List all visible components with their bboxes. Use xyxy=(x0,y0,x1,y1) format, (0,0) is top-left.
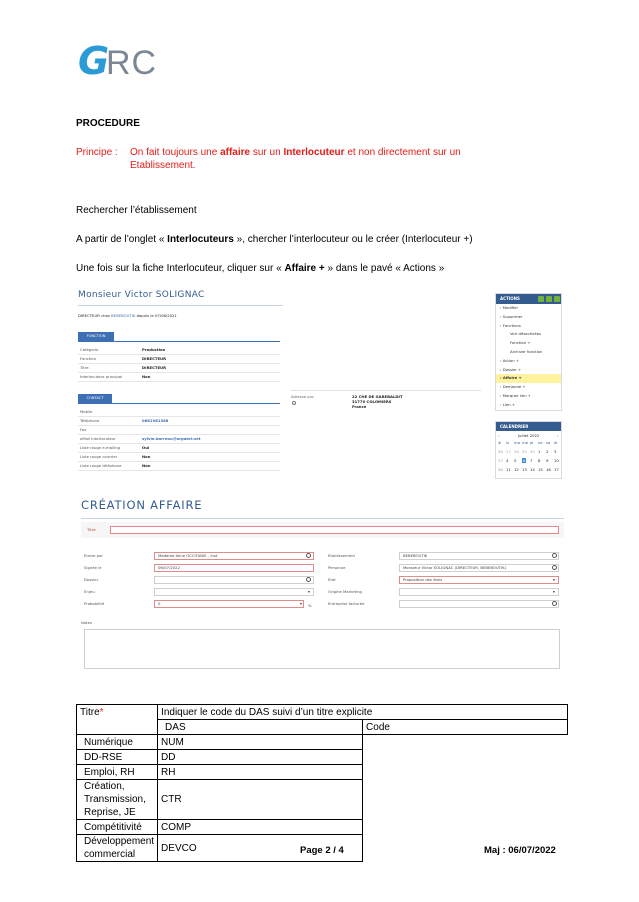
contact-row-label: Téléphone xyxy=(80,418,100,423)
calendar-title: CALENDRIER xyxy=(496,422,561,431)
action-item[interactable]: Voir désactivées xyxy=(510,331,542,337)
search-icon[interactable] xyxy=(552,601,557,606)
das-name: DD-RSE xyxy=(77,750,158,765)
adresse-line3: France xyxy=(352,404,367,409)
chevron-down-icon[interactable]: ▾ xyxy=(308,589,310,594)
contact-row-label: eMail Interlocuteur xyxy=(80,436,116,441)
action-item[interactable]: › Supprimer xyxy=(500,313,523,319)
principe-text-b: sur un xyxy=(250,147,284,158)
fonction-row-label: Catégorie xyxy=(80,347,99,352)
field-label-right: Origine Marketing xyxy=(328,589,362,594)
procedure-heading: PROCEDURE xyxy=(76,118,140,129)
calendar-day[interactable]: 7 xyxy=(530,458,533,463)
calendar-day[interactable]: 17 xyxy=(554,467,559,472)
contact-row xyxy=(78,453,280,462)
field-label-right: Entreprise facturée xyxy=(328,601,365,606)
titre-label: Titre xyxy=(87,527,96,532)
fonction-row xyxy=(78,355,280,364)
fonction-row xyxy=(78,373,280,382)
actions-list xyxy=(496,304,561,410)
principe-line2: Etablissement. xyxy=(130,160,196,171)
das-code: DD xyxy=(158,750,363,765)
field-input-right[interactable]: Monsieur Victor SOLIGNAC (DIRECTEUR, BEBEBOUTIK) xyxy=(399,564,559,572)
calendar-next-icon[interactable]: › xyxy=(557,433,559,438)
contact-row xyxy=(78,417,280,426)
update-date: Maj : 06/07/2022 xyxy=(484,845,556,856)
actions-title-text: ACTIONS xyxy=(500,296,520,301)
actions-title xyxy=(496,294,561,304)
contact-row-value: Non xyxy=(142,454,151,459)
field-input-left[interactable]: 06/07/2022 xyxy=(154,564,314,572)
chevron-down-icon[interactable]: ▾ xyxy=(553,589,555,594)
calendar-day[interactable]: 9 xyxy=(546,458,549,463)
notes-label: Notes xyxy=(81,620,92,625)
action-item[interactable]: Fonction + xyxy=(510,340,531,346)
action-item[interactable]: › Dossier + xyxy=(500,366,522,372)
principe-text xyxy=(130,146,550,159)
principe-text-c: et non directement sur un xyxy=(344,147,461,158)
etablissement-link[interactable]: BEBEBOUTIK xyxy=(111,313,136,318)
contact-row xyxy=(78,435,280,444)
subtitle-a: DIRECTEUR chez xyxy=(78,313,112,318)
contact-row xyxy=(78,444,280,453)
field-label-left: Dossier xyxy=(84,577,99,582)
titre-cell xyxy=(77,705,158,735)
fiche-interlocuteur-screenshot xyxy=(76,286,566,486)
col-code: Code xyxy=(363,720,568,735)
contact-row-value[interactable]: sylvie.barreau@orgatel.net xyxy=(142,436,201,441)
probabilite-percent: % xyxy=(308,603,312,608)
titre-text: Titre xyxy=(80,707,100,718)
calendar-panel xyxy=(495,421,562,479)
calendar-day[interactable]: 15 xyxy=(538,467,543,472)
calendar-day[interactable]: 30 xyxy=(530,449,535,454)
step-onglet xyxy=(76,233,473,246)
fonction-row-label: Interlocuteur principal xyxy=(80,374,123,379)
field-input-right[interactable] xyxy=(399,600,559,608)
field-label-right: Personne xyxy=(328,565,346,570)
das-table xyxy=(76,704,568,862)
das-name: Emploi, RH xyxy=(77,765,158,780)
das-name: Développement commercial xyxy=(77,835,158,862)
calendar-day[interactable]: 1 xyxy=(538,449,541,454)
actions-panel xyxy=(495,293,562,411)
action-item[interactable]: › Demande + xyxy=(500,384,526,390)
field-input-left[interactable] xyxy=(154,588,314,596)
fonction-row-label: Titre xyxy=(80,365,89,370)
calendar-day-name: sa xyxy=(546,440,551,445)
contact-row-label: Liste rouge téléphone xyxy=(80,463,122,468)
search-icon[interactable] xyxy=(306,553,311,558)
calendar-day[interactable]: 11 xyxy=(506,467,511,472)
adresse-line2: 31770 COLOMIERS xyxy=(352,399,392,404)
field-input-right[interactable] xyxy=(399,588,559,596)
calendar-day-name: je xyxy=(530,440,534,445)
step2-bold: Interlocuteurs xyxy=(167,234,234,245)
field-input-left[interactable]: 0 xyxy=(154,600,304,608)
calendar-day-name: ve xyxy=(538,440,543,445)
calendar-day[interactable]: 13 xyxy=(522,467,527,472)
calendar-day-name: di xyxy=(554,440,558,445)
das-code: CTR xyxy=(158,780,363,820)
step3-c: » dans le pavé « Actions » xyxy=(324,263,445,274)
principe-bold-interlocuteur: Interlocuteur xyxy=(283,147,345,158)
action-item[interactable]: › Fonctions xyxy=(500,322,521,328)
principe-bold-affaire: affaire xyxy=(220,147,251,158)
calendar-day[interactable]: 12 xyxy=(514,467,519,472)
action-item[interactable]: Archiver fonction xyxy=(510,348,543,354)
calendar-day[interactable]: 16 xyxy=(546,467,551,472)
das-name: Compétitivité xyxy=(77,820,158,835)
fonction-row xyxy=(78,364,280,373)
calendar-week-number: 26 xyxy=(498,449,503,454)
calendar-day-name: me xyxy=(522,440,529,445)
field-label-left: Probabilité xyxy=(84,601,105,606)
calendar-day[interactable]: 29 xyxy=(522,449,527,454)
action-item[interactable]: › Modifier xyxy=(500,305,519,310)
contact-row-label: Liste rouge e-mailing xyxy=(80,445,121,450)
calendar-day-name: lu xyxy=(506,440,510,445)
calendar-day[interactable]: 2 xyxy=(546,449,549,454)
action-item[interactable]: › Action + xyxy=(500,357,520,363)
grc-logo xyxy=(78,40,158,82)
das-row xyxy=(77,820,568,835)
step-fiche xyxy=(76,262,444,275)
step3-a: Une fois sur la fiche Interlocuteur, cliquer sur « xyxy=(76,263,285,274)
search-icon[interactable] xyxy=(552,553,557,558)
creation-affaire-screenshot xyxy=(76,492,568,674)
contact-row xyxy=(78,462,280,471)
contact-row xyxy=(78,408,280,417)
das-name: Création, Transmission, Reprise, JE xyxy=(77,780,158,820)
logo-letter-g: G xyxy=(78,39,110,83)
contact-row-label: Mobile xyxy=(80,409,93,414)
step-rechercher: Rechercher l’établissement xyxy=(76,205,197,216)
contact-row-value[interactable]: 0661981368 xyxy=(142,418,169,423)
search-icon[interactable] xyxy=(552,565,557,570)
das-code: COMP xyxy=(158,820,363,835)
field-label-left: Emise par xyxy=(84,553,103,558)
principe-label: Principe : xyxy=(76,147,118,158)
calendar-day[interactable]: 14 xyxy=(530,467,535,472)
das-row xyxy=(77,735,568,750)
contact-row-value: Oui xyxy=(142,445,150,450)
calendar-day[interactable]: 28 xyxy=(514,449,519,454)
field-label-right: Etablissement xyxy=(328,553,355,558)
field-input-left[interactable] xyxy=(154,576,314,584)
step3-bold: Affaire + xyxy=(284,263,325,274)
field-input-left[interactable]: Madame Aline OCCITANIE - Inst xyxy=(154,552,314,560)
fonction-row-value: DIRECTEUR xyxy=(142,356,167,361)
calendar-week-number: 27 xyxy=(498,458,503,463)
das-name: Numérique xyxy=(77,735,158,750)
fonction-row-label: Fonction xyxy=(80,356,97,361)
contact-row-label: Fax xyxy=(80,427,87,432)
calendar-day[interactable]: 8 xyxy=(538,458,541,463)
chevron-down-icon[interactable]: ▾ xyxy=(553,577,555,582)
calendar-day[interactable]: 27 xyxy=(506,449,511,454)
principe-text-a: On fait toujours une xyxy=(130,147,221,158)
fonction-row-value: Production xyxy=(142,347,166,352)
action-affaire-plus[interactable]: › Affaire + xyxy=(496,374,561,383)
contact-row-label: Liste rouge courrier xyxy=(80,454,118,459)
chevron-down-icon[interactable]: ▾ xyxy=(300,601,302,606)
calendar-prev-icon[interactable]: ‹ xyxy=(498,433,500,438)
field-label-left: Enjeu xyxy=(84,589,95,594)
fiche-name: Monsieur Victor SOLIGNAC xyxy=(78,290,205,300)
col-das: DAS xyxy=(158,720,363,735)
calendar-day[interactable]: 4 xyxy=(506,458,509,463)
das-row xyxy=(77,765,568,780)
contact-row xyxy=(78,426,280,435)
logo-letters-rc: RC xyxy=(106,44,158,82)
action-item[interactable]: › Lien + xyxy=(500,401,516,407)
calendar-day-name: ma xyxy=(514,440,521,445)
required-star: * xyxy=(99,707,104,718)
tab-fonction[interactable]: FONCTION xyxy=(78,332,114,341)
adresse-label: Adresse pro. xyxy=(291,394,315,399)
calendar-week-header: # xyxy=(498,440,502,445)
contact-row-value: Non xyxy=(142,463,151,468)
das-row xyxy=(77,750,568,765)
calendar-week-number: 28 xyxy=(498,467,503,472)
map-pin-icon[interactable] xyxy=(292,401,296,405)
page-number: Page 2 / 4 xyxy=(300,845,344,856)
field-label-right: Etat xyxy=(328,577,336,582)
das-description: Indiquer le code du DAS suivi d’un titre explicite xyxy=(158,705,568,720)
calendar-today[interactable]: 6 xyxy=(523,458,526,463)
calendar-month: juillet 2022 xyxy=(518,433,540,438)
das-row xyxy=(77,780,568,820)
fonction-row xyxy=(78,346,280,355)
das-code: NUM xyxy=(158,735,363,750)
refresh-icon[interactable] xyxy=(546,296,552,302)
notes-textarea[interactable] xyxy=(84,629,560,669)
print-icon[interactable] xyxy=(554,296,560,302)
add-icon[interactable] xyxy=(538,296,544,302)
tab-contact[interactable]: CONTACT xyxy=(78,394,112,403)
search-icon[interactable] xyxy=(306,577,311,582)
fonction-row-value: Non xyxy=(142,374,151,379)
das-code: DEVCO xyxy=(158,835,363,862)
step2-c: », chercher l’interlocuteur ou le créer (Interlocuteur +) xyxy=(233,234,473,245)
calendar-day[interactable]: 10 xyxy=(554,458,559,463)
field-input-right[interactable]: Proposition des émis xyxy=(399,576,559,584)
fonction-row-value: DIRECTEUR xyxy=(142,365,167,370)
calendar-day[interactable]: 5 xyxy=(514,458,517,463)
calendar-day[interactable]: 3 xyxy=(554,449,557,454)
creation-title: CRÉATION AFFAIRE xyxy=(81,498,203,512)
field-label-left: Signée le xyxy=(84,565,102,570)
field-input-right[interactable]: BEBEBOUTIK xyxy=(399,552,559,560)
das-code: RH xyxy=(158,765,363,780)
adresse-line1: 22 CHE DE GAREBALDIT xyxy=(352,394,403,399)
action-item[interactable]: › Marquer lien + xyxy=(500,392,531,398)
fiche-subtitle xyxy=(78,313,177,318)
step2-a: A partir de l’onglet « xyxy=(76,234,168,245)
subtitle-b: depuis le 07/06/2021 xyxy=(135,313,177,318)
titre-input[interactable] xyxy=(110,526,559,534)
